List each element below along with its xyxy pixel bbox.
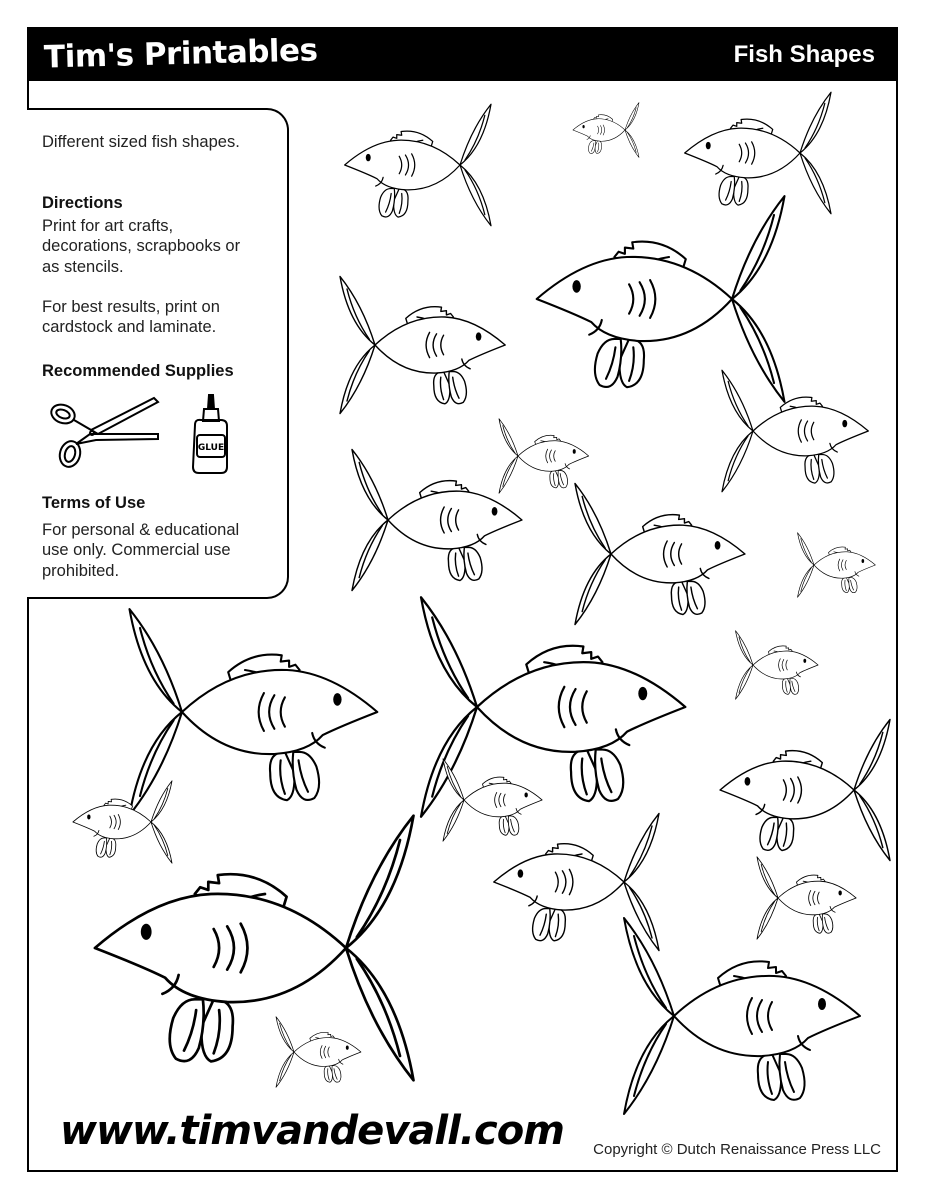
terms-line: For personal & educational (42, 521, 240, 539)
terms-line: use only. Commercial use (42, 541, 231, 559)
directions-heading: Directions (42, 194, 123, 212)
brand-logo: Tim's Printables (43, 32, 318, 76)
website-url[interactable]: www.timvandevall.com (60, 1108, 564, 1154)
fish-shape (130, 609, 378, 815)
fish-shape (685, 92, 831, 214)
directions-line: decorations, scrapbooks or (42, 237, 241, 255)
intro-text: Different sized fish shapes. (42, 133, 240, 151)
fish-shape (421, 597, 685, 817)
fish-shape (352, 449, 522, 590)
terms-heading: Terms of Use (42, 494, 146, 512)
terms-line: prohibited. (42, 562, 120, 580)
fish-shape (276, 1017, 361, 1088)
fish-shape (95, 816, 414, 1081)
fish-shape (736, 631, 819, 700)
fish-shape (345, 104, 491, 226)
fish-shape (722, 370, 868, 492)
directions-line: Print for art crafts, (42, 217, 174, 235)
best-results-line: For best results, print on (42, 298, 220, 316)
best-results-line: cardstock and laminate. (42, 318, 217, 336)
fish-shape (624, 918, 860, 1114)
glue-label: GLUE (197, 443, 225, 453)
fish-shape (340, 276, 505, 413)
fish-shape (443, 759, 542, 841)
copyright-text: Copyright © Dutch Renaissance Press LLC (593, 1141, 881, 1158)
fish-shape (798, 533, 876, 598)
fish-shape (499, 419, 589, 493)
fish-shape (720, 719, 890, 860)
directions-line: as stencils. (42, 258, 124, 276)
page-title: Fish Shapes (733, 41, 875, 68)
fish-shape (575, 483, 745, 624)
fish-shape (573, 103, 639, 158)
fish-shape (757, 857, 856, 939)
fish-shape (73, 781, 172, 863)
supplies-heading: Recommended Supplies (42, 362, 234, 380)
fish-shape (537, 196, 785, 402)
